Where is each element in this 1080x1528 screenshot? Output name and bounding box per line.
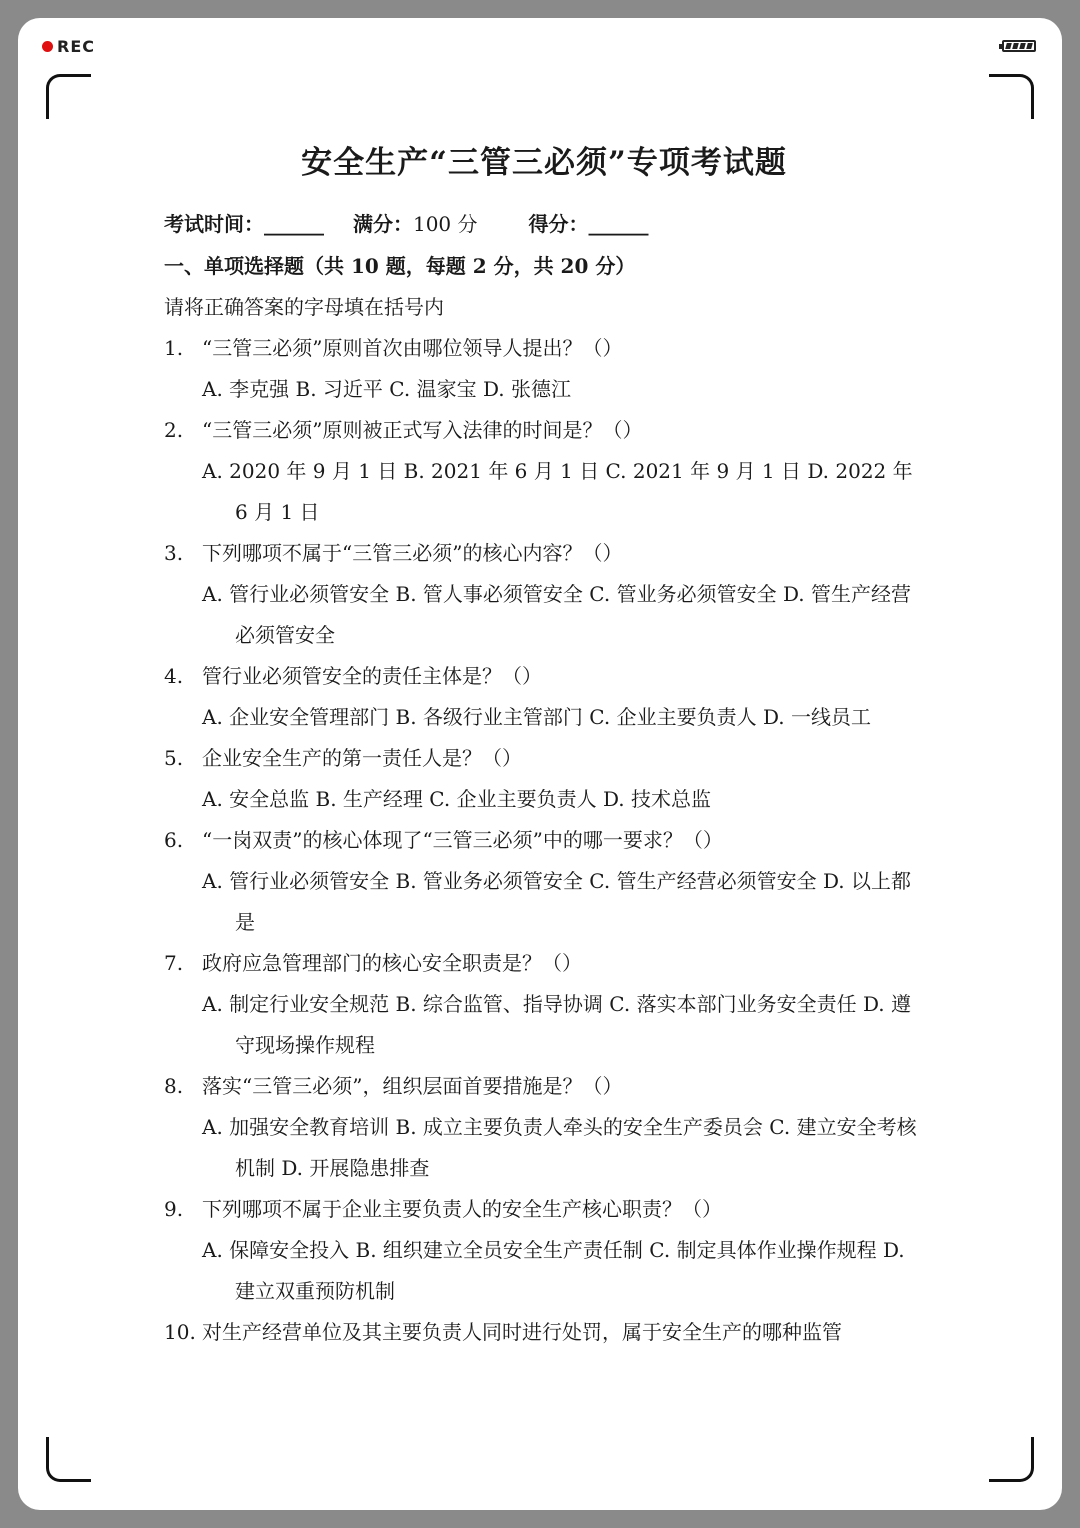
question-stem — [164, 656, 924, 697]
full-marks: 满分：100 分 — [352, 212, 478, 236]
question-item — [164, 943, 924, 1066]
question-options: A. 安全总监 B. 生产经理 C. 企业主要负责人 D. 技术总监 — [202, 787, 711, 811]
question-text: “三管三必须”原则首次由哪位领导人提出？（） — [202, 336, 623, 360]
question-number: 2. — [164, 418, 184, 442]
question-text: 管行业必须管安全的责任主体是？（） — [202, 664, 542, 688]
question-number: 3. — [164, 541, 184, 565]
rec-label: REC — [57, 37, 95, 56]
question-stem — [164, 1312, 924, 1353]
record-dot-icon — [42, 41, 53, 52]
question-stem — [164, 410, 924, 451]
question-item — [164, 1066, 924, 1189]
question-text: “三管三必须”原则被正式写入法律的时间是？（） — [202, 418, 643, 442]
exam-title: 安全生产“三管三必须”专项考试题 — [301, 145, 787, 181]
question-list — [164, 328, 924, 1353]
question-number: 6. — [164, 828, 184, 852]
question-item — [164, 328, 924, 410]
exam-meta — [164, 205, 924, 243]
question-options: A. 管行业必须管安全 B. 管业务必须管安全 C. 管生产经营必须管安全 D. 以上都是 — [202, 869, 911, 934]
question-options: A. 保障安全投入 B. 组织建立全员安全生产责任制 C. 制定具体作业操作规程 D. 建立双重预防机制 — [202, 1238, 905, 1303]
section-heading: 一、单项选择题（共 10 题，每题 2 分，共 20 分） — [164, 254, 636, 278]
recording-indicator — [42, 37, 95, 56]
question-options: A. 管行业必须管安全 B. 管人事必须管安全 C. 管业务必须管安全 D. 管生产经营必须管安全 — [202, 582, 911, 647]
exam-paper — [164, 138, 924, 1353]
question-text: “一岗双责”的核心体现了“三管三必须”中的哪一要求？（） — [202, 828, 723, 852]
question-text: 对生产经营单位及其主要负责人同时进行处罚，属于安全生产的哪种监管 — [202, 1320, 842, 1344]
question-stem — [164, 328, 924, 369]
question-item — [164, 410, 924, 533]
question-text: 下列哪项不属于企业主要负责人的安全生产核心职责？（） — [202, 1197, 722, 1221]
question-stem — [164, 1066, 924, 1107]
question-item — [164, 820, 924, 943]
score-field: 得分：______ — [528, 212, 649, 236]
section-instruction: 请将正确答案的字母填在括号内 — [164, 295, 444, 319]
question-item — [164, 738, 924, 820]
question-options: A. 制定行业安全规范 B. 综合监管、指导协调 C. 落实本部门业务安全责任 D. 遵守现场操作规程 — [202, 992, 911, 1057]
question-number: 5. — [164, 746, 184, 770]
question-number: 7. — [164, 951, 184, 975]
question-stem — [164, 943, 924, 984]
question-options: A. 2020 年 9 月 1 日 B. 2021 年 6 月 1 日 C. 2021 年 9 月 1 日 D. 2022 年 6 月 1 日 — [202, 459, 913, 524]
viewfinder-corner-bottom-left — [46, 1437, 91, 1482]
question-text: 落实“三管三必须”，组织层面首要措施是？（） — [202, 1074, 623, 1098]
question-text: 下列哪项不属于“三管三必须”的核心内容？（） — [202, 541, 623, 565]
question-stem — [164, 738, 924, 779]
battery-icon — [1002, 40, 1036, 52]
question-stem — [164, 1189, 924, 1230]
question-item — [164, 1312, 924, 1353]
question-text: 政府应急管理部门的核心安全职责是？（） — [202, 951, 582, 975]
question-item — [164, 1189, 924, 1312]
exam-time: 考试时间：______ — [164, 212, 324, 236]
question-stem — [164, 820, 924, 861]
viewfinder-corner-top-right — [989, 74, 1034, 119]
question-item — [164, 656, 924, 738]
question-options: A. 企业安全管理部门 B. 各级行业主管部门 C. 企业主要负责人 D. 一线员工 — [202, 705, 871, 729]
question-number: 9. — [164, 1197, 184, 1221]
question-number: 10. — [164, 1320, 196, 1344]
question-options: A. 加强安全教育培训 B. 成立主要负责人牵头的安全生产委员会 C. 建立安全考核机制 D. 开展隐患排查 — [202, 1115, 917, 1180]
question-stem — [164, 533, 924, 574]
viewfinder-corner-bottom-right — [989, 1437, 1034, 1482]
document-frame — [18, 18, 1062, 1510]
question-text: 企业安全生产的第一责任人是？（） — [202, 746, 522, 770]
question-options: A. 李克强 B. 习近平 C. 温家宝 D. 张德江 — [202, 377, 571, 401]
question-item — [164, 533, 924, 656]
question-number: 4. — [164, 664, 184, 688]
viewfinder-corner-top-left — [46, 74, 91, 119]
question-number: 8. — [164, 1074, 184, 1098]
question-number: 1. — [164, 336, 184, 360]
